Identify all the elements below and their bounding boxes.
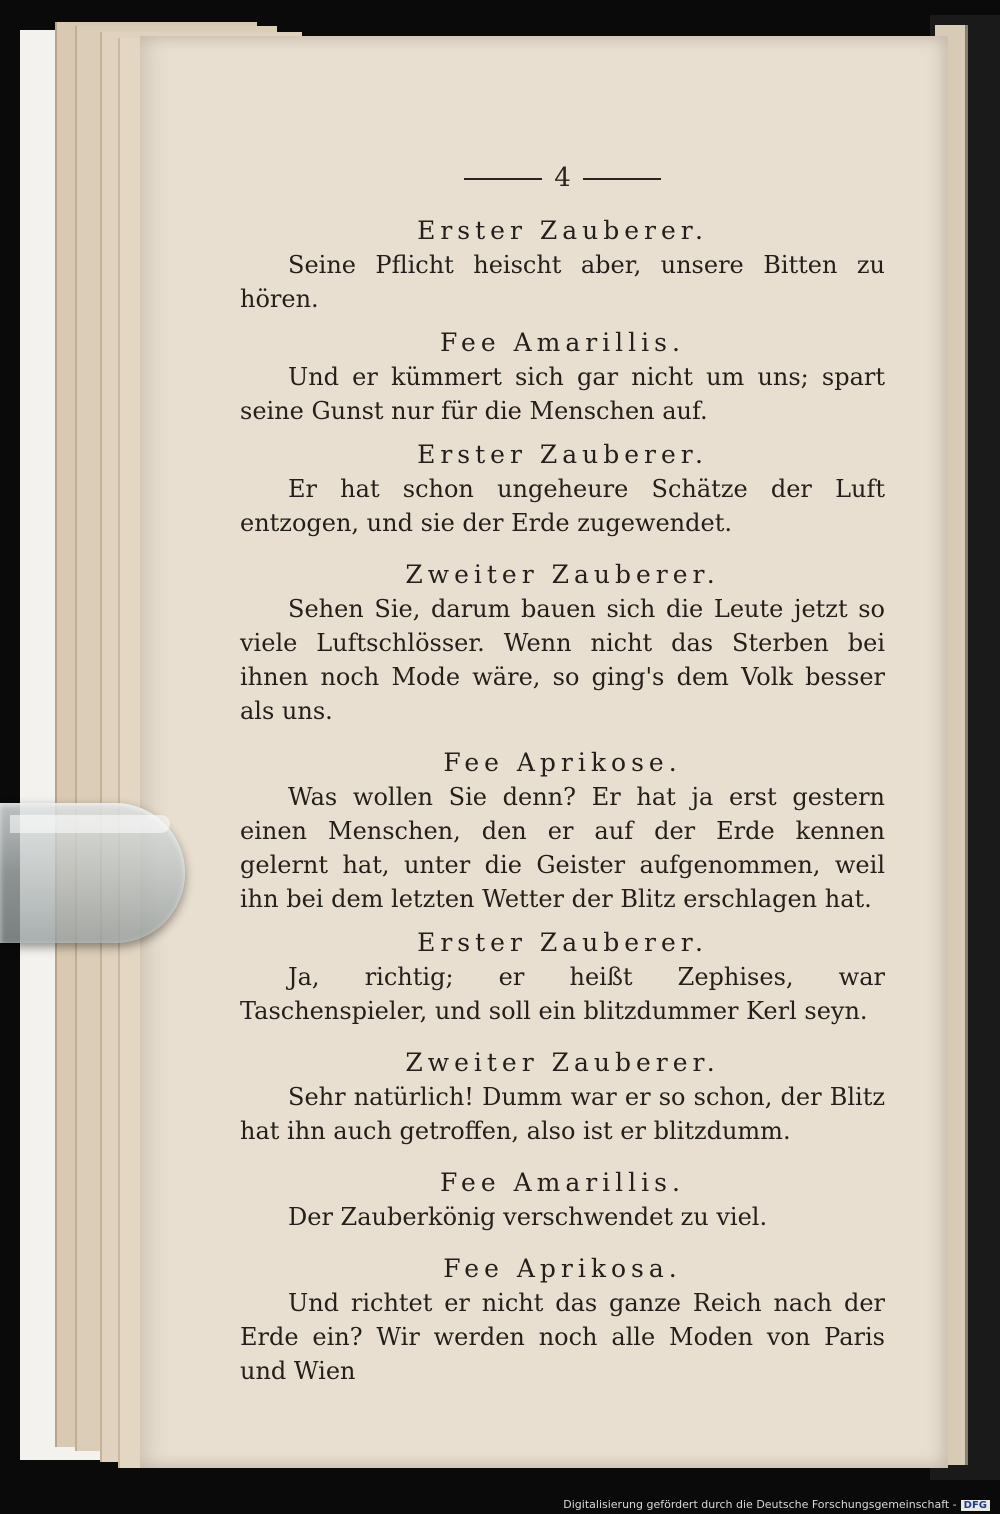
speech-text: Ja, richtig; er heißt Zephises, war Taschenspieler, und soll ein blitzdummer Kerl seyn.: [240, 963, 885, 1025]
footer-text: Digitalisierung gefördert durch die Deutsche Forschungsgemeinschaft -: [563, 1498, 957, 1511]
speech-text: Seine Pflicht heischt aber, unsere Bitten zu hören.: [240, 251, 885, 313]
speech-text: Und richtet er nicht das ganze Reich nach der Erde ein? Wir werden noch alle Moden von Paris und Wien: [240, 1289, 885, 1385]
speech-text: Und er kümmert sich gar nicht um uns; spart seine Gunst nur für die Menschen auf.: [240, 363, 885, 425]
speech-text: Er hat schon ungeheure Schätze der Luft entzogen, und sie der Erde zugewendet.: [240, 475, 885, 537]
speaker-name: Erster Zauberer.: [417, 440, 708, 469]
speech-text: Sehr natürlich! Dumm war er so schon, der Blitz hat ihn auch getroffen, also ist er blitzdumm.: [240, 1083, 885, 1145]
speaker-name: Erster Zauberer.: [417, 928, 708, 957]
speech-text: Was wollen Sie denn? Er hat ja erst gestern einen Menschen, den er auf der Erde kennen gelernt hat, unter die Geister aufgenommen, weil ihn bei dem letzten Wetter der Blitz erschlagen hat.: [240, 783, 885, 913]
page-text: [240, 164, 885, 1398]
digitization-footer: [563, 1498, 990, 1511]
speech-text: Der Zauberkönig verschwendet zu viel.: [288, 1203, 768, 1231]
page-number-header: [240, 164, 885, 192]
speaker-name: Fee Amarillis.: [440, 1168, 685, 1197]
header-rule-left: [464, 178, 542, 180]
speaker-name: Fee Aprikose.: [443, 748, 682, 777]
speaker-name: Fee Amarillis.: [440, 328, 685, 357]
speaker-name: Zweiter Zauberer.: [405, 1048, 720, 1077]
speaker-name: Zweiter Zauberer.: [405, 560, 720, 589]
speaker-name: Fee Aprikosa.: [443, 1254, 682, 1283]
book-page: [140, 36, 948, 1468]
speaker-name: Erster Zauberer.: [417, 216, 708, 245]
speech-text: Sehen Sie, darum bauen sich die Leute jetzt so viele Luftschlösser. Wenn nicht das Sterben bei ihnen noch Mode wäre, so ging's dem Volk besser als uns.: [240, 595, 885, 725]
page-number: 4: [554, 163, 571, 193]
header-rule-right: [583, 178, 661, 180]
clip-highlight: [10, 815, 170, 833]
dfg-logo: DFG: [961, 1500, 990, 1511]
